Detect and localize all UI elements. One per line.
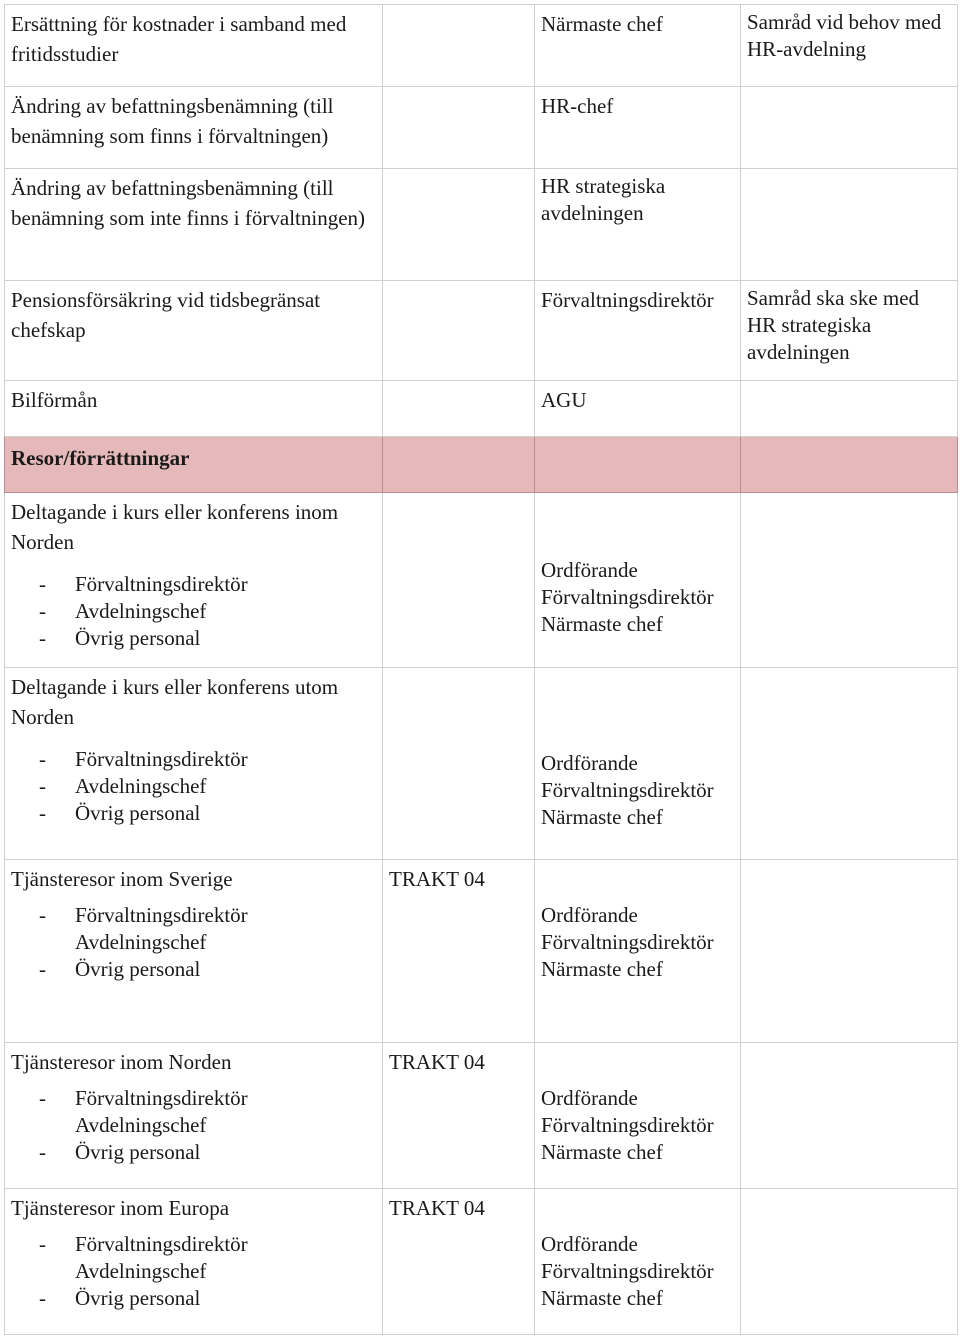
table-row <box>5 87 958 169</box>
item-cell <box>5 668 383 860</box>
note-cell <box>741 860 958 1043</box>
decider-list: Ordförande Förvaltningsdirektör Närmaste chef <box>541 1232 714 1310</box>
decider-list: Ordförande Förvaltningsdirektör Närmaste chef <box>541 903 714 981</box>
note-cell <box>741 668 958 860</box>
table-row <box>5 860 958 1043</box>
table-row <box>5 381 958 437</box>
ref-cell <box>383 668 535 860</box>
note-cell: Samråd ska ske med HR strategiska avdelningen <box>741 281 958 381</box>
role-list <box>11 746 376 827</box>
note-cell <box>741 169 958 281</box>
ref-cell: TRAKT 04 <box>383 1189 535 1335</box>
decision-cell <box>535 668 741 860</box>
table-row <box>5 169 958 281</box>
list-item: Avdelningschef <box>75 1113 207 1137</box>
note-cell <box>741 1189 958 1335</box>
list-item: - Övrig personal <box>39 1286 201 1310</box>
ref-cell <box>383 493 535 668</box>
table-row <box>5 281 958 381</box>
item-cell <box>5 493 383 668</box>
decision-cell: Förvaltningsdirektör <box>535 281 741 381</box>
list-item: - Förvaltningsdirektör <box>39 572 248 596</box>
list-item: - Förvaltningsdirektör <box>39 1232 248 1256</box>
decision-cell <box>535 1043 741 1189</box>
decision-cell <box>535 860 741 1043</box>
list-item: - Övrig personal <box>39 626 201 650</box>
decision-cell <box>535 493 741 668</box>
decider-list: Ordförande Förvaltningsdirektör Närmaste chef <box>541 751 714 829</box>
item-cell <box>5 1043 383 1189</box>
ref-cell <box>383 169 535 281</box>
item-cell <box>5 1189 383 1335</box>
ref-cell <box>383 87 535 169</box>
ref-cell <box>383 5 535 87</box>
list-item: - Övrig personal <box>39 1140 201 1164</box>
item-title: Deltagande i kurs eller konferens inom Norden <box>11 500 339 554</box>
decision-cell <box>535 1189 741 1335</box>
decider-list: Ordförande Förvaltningsdirektör Närmaste chef <box>541 558 714 636</box>
item-cell: Bilförmån <box>5 381 383 437</box>
role-list <box>11 1085 376 1166</box>
table-row <box>5 493 958 668</box>
item-cell: Ersättning för kostnader i samband med fritidsstudier <box>5 5 383 87</box>
item-title: Tjänsteresor inom Norden <box>11 1050 232 1074</box>
role-list <box>11 571 376 652</box>
list-item: Avdelningschef <box>75 1259 207 1283</box>
list-item: - Avdelningschef <box>39 774 207 798</box>
item-cell <box>5 860 383 1043</box>
list-item: - Övrig personal <box>39 801 201 825</box>
item-cell: Ändring av befattningsbenämning (till benämning som inte finns i förvaltningen) <box>5 169 383 281</box>
item-title: Tjänsteresor inom Europa <box>11 1196 230 1220</box>
role-list <box>11 902 376 983</box>
decision-cell: AGU <box>535 381 741 437</box>
note-cell <box>741 87 958 169</box>
item-title: Deltagande i kurs eller konferens utom Norden <box>11 675 339 729</box>
delegation-table <box>4 4 958 1335</box>
note-cell <box>741 381 958 437</box>
table-row <box>5 668 958 860</box>
table-row <box>5 1189 958 1335</box>
note-cell <box>741 493 958 668</box>
note-cell: Samråd vid behov med HR-avdelning <box>741 5 958 87</box>
item-cell: Ändring av befattningsbenämning (till benämning som finns i förvaltningen) <box>5 87 383 169</box>
note-cell <box>741 1043 958 1189</box>
list-item: - Förvaltningsdirektör <box>39 903 248 927</box>
item-cell: Pensionsförsäkring vid tidsbegränsat chefskap <box>5 281 383 381</box>
section-heading: Resor/förrättningar <box>5 437 383 493</box>
ref-cell: TRAKT 04 <box>383 1043 535 1189</box>
decider-list: Ordförande Förvaltningsdirektör Närmaste chef <box>541 1086 714 1164</box>
decision-cell: HR-chef <box>535 87 741 169</box>
role-list <box>11 1231 376 1312</box>
decision-cell: Närmaste chef <box>535 5 741 87</box>
table-row <box>5 5 958 87</box>
table-row <box>5 1043 958 1189</box>
list-item: Avdelningschef <box>75 930 207 954</box>
list-item: - Övrig personal <box>39 957 201 981</box>
list-item: - Förvaltningsdirektör <box>39 747 248 771</box>
list-item: - Avdelningschef <box>39 599 207 623</box>
ref-cell <box>383 381 535 437</box>
item-title: Tjänsteresor inom Sverige <box>11 867 233 891</box>
ref-cell: TRAKT 04 <box>383 860 535 1043</box>
decision-cell: HR strategiska avdelningen <box>535 169 741 281</box>
list-item: - Förvaltningsdirektör <box>39 1086 248 1110</box>
section-heading-row <box>5 437 958 493</box>
ref-cell <box>383 281 535 381</box>
